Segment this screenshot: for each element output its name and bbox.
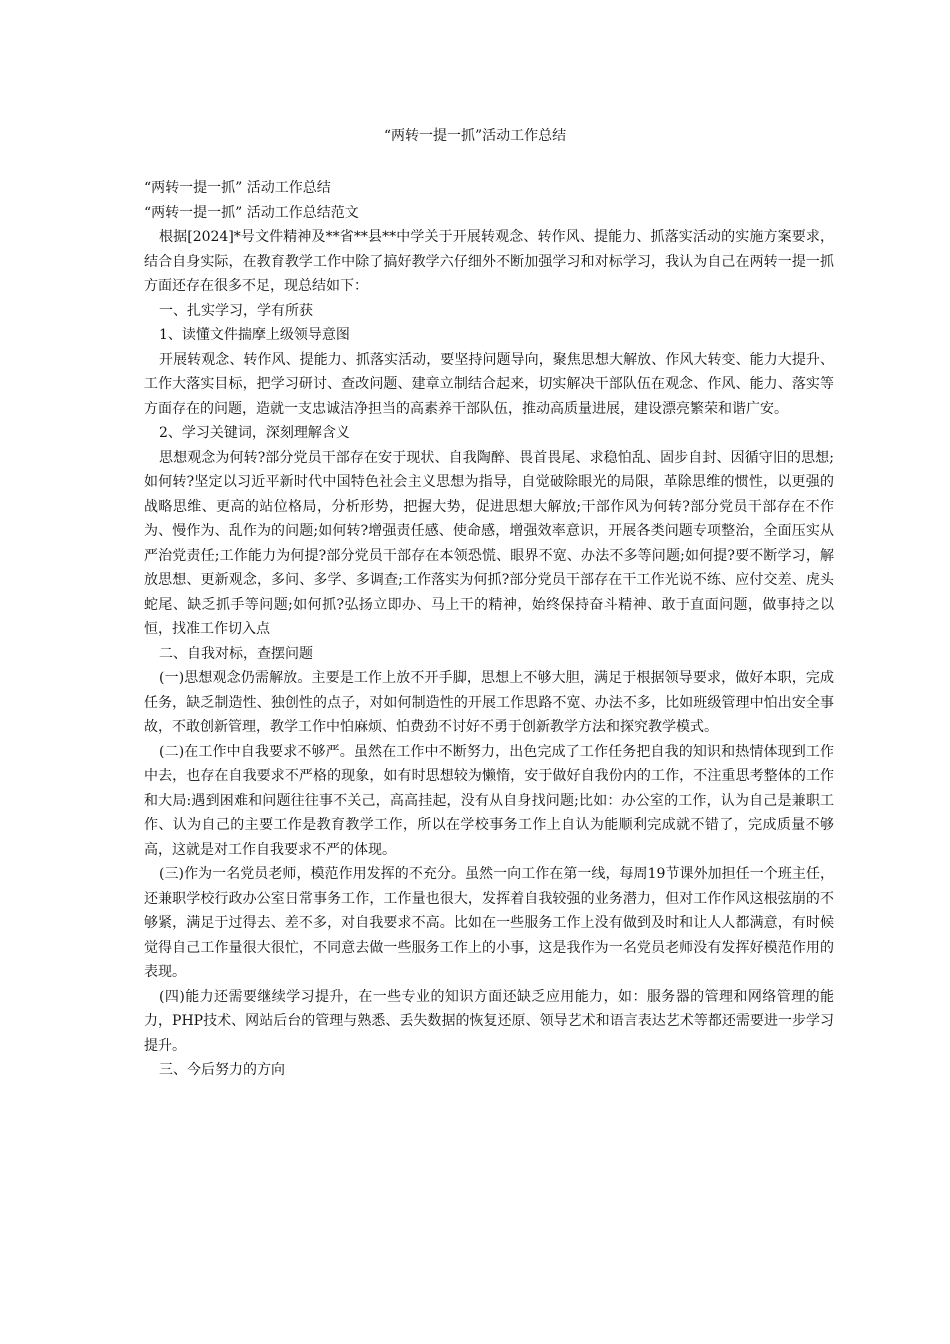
document-paragraph: (三)作为一名党员老师，模范作用发挥的不充分。虽然一向工作在第一线，每周19节课外加担任一个班主任，还兼职学校行政办公室日常事务工作，工作量也很大，发挥着自我较强的业务潜力，但对工作作风这根弦崩的不够紧，满足于过得去、差不多，对自我要求不高。比如在一些服务工作上没有做到及时和让人人都满意，有时候觉得自己工作量很大很忙，不同意去做一些服务工作上的小事，这是我作为一名党员老师没有发挥好模范作用的表现。 [144,866,834,980]
document-paragraph: (二)在工作中自我要求不够严。虽然在工作中不断努力，出色完成了工作任务把自我的知识和热情体现到工作中去，也存在自我要求不严格的现象，如有时思想较为懒惰，安于做好自我份内的工作，不注重思考整体的工作和大局:遇到困难和问题往往事不关己，高高挂起，没有从自身找问题;比如：办公室的工作，认为自己是兼职工作、认为自己的主要工作是教育教学工作，所以在学校事务工作上自认为能顺利完成就不错了，完成质量不够高，这就是对工作自我要求不严的体现。 [144,743,834,858]
document-paragraph: (四)能力还需要继续学习提升，在一些专业的知识方面还缺乏应用能力，如：服务器的管理和网络管理的能力，PHP技术、网站后台的管理与熟悉、丢失数据的恢复还原、领导艺术和语言表达艺术等都还需要进一步学习提升。 [144,988,834,1054]
document-paragraph: 2、学习关键词，深刻理解含义 [159,425,350,441]
document-paragraph: 二、自我对标，查摆问题 [159,645,313,662]
document-paragraph: “两转一提一抓” 活动工作总结 [144,180,331,196]
document-paragraph: 开展转观念、转作风、提能力、抓落实活动，要坚持问题导向，聚焦思想大解放、作风大转变、能力大提升、工作大落实目标，把学习研讨、查改问题、建章立制结合起来，切实解决干部队伍在观念、作风、能力、落实等方面存在的问题，造就一支忠诚洁净担当的高素养干部队伍，推动高质量进展，建设漂亮繁荣和谐广安。 [144,351,834,417]
document-paragraph: (一)思想观念仍需解放。主要是工作上放不开手脚，思想上不够大胆，满足于根据领导要求，做好本职，完成任务，缺乏制造性、独创性的点子，对如何制造性的开展工作思路不宽、办法不多，比如班级管理中怕出安全事故，不敢创新管理，教学工作中怕麻烦、怕费劲不讨好不勇于创新教学方法和探究教学模式。 [144,670,834,735]
document-paragraph: 一、扎实学习，学有所获 [159,302,313,319]
document-body [144,176,834,1083]
document-title: “两转一提一抓”活动工作总结 [383,128,567,144]
document-paragraph: 根据[2024]*号文件精神及**省**县**中学关于开展转观念、转作风、提能力、抓落实活动的实施方案要求，结合自身实际，在教育教学工作中除了搞好教学六仔细外不断加强学习和对标学习，我认为自己在两转一提一抓方面还存在很多不足，现总结如下： [144,229,834,294]
document-paragraph: 1、读懂文件揣摩上级领导意图 [159,327,350,343]
document-paragraph: 思想观念为何转?部分党员干部存在安于现状、自我陶醉、畏首畏尾、求稳怕乱、固步自封、因循守旧的思想;如何转?坚定以习近平新时代中国特色社会主义思想为指导，自觉破除眼光的局限，革除思维的惯性，以更强的战略思维、更高的站位格局，分析形势，把握大势，促进思想大解放;干部作风为何转?部分党员干部存在不作为、慢作为、乱作为的问题;如何转?增强责任感、使命感，增强效率意识，开展各类问题专项整治，全面压实从严治党责任;工作能力为何提?部分党员干部存在本领恐慌、眼界不宽、办法不多等问题;如何提?要不断学习，解放思想、更新观念，多问、多学、多调查;工作落实为何抓?部分党员干部存在干工作光说不练、应付交差、虎头蛇尾、缺乏抓手等问题;如何抓?弘扬立即办、马上干的精神，始终保持奋斗精神、敢于直面问题，做事持之以恒，找准工作切入点 [144,449,834,637]
document-paragraph: 三、今后努力的方向 [159,1062,285,1078]
document-paragraph: “两转一提一抓” 活动工作总结范文 [144,204,359,221]
